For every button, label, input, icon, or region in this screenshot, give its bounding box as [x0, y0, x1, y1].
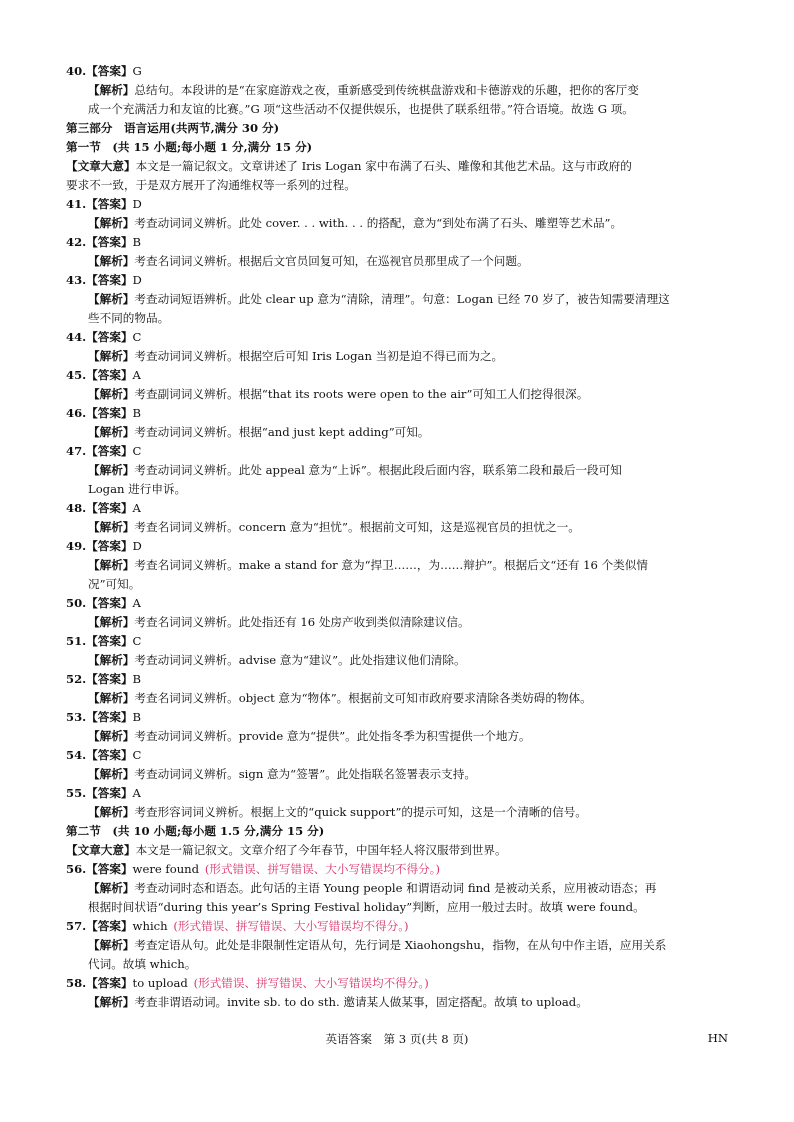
answer-value: B — [132, 710, 142, 724]
explanation-label: 【解析】 — [88, 216, 135, 230]
answer-line — [66, 670, 750, 689]
explanation-text: 总结句。本段讲的是“在家庭游戏之夜，重新感受到传统棋盘游戏和卡德游戏的乐趣，把你的客厅变 — [134, 83, 639, 97]
explanation-label: 【解析】 — [88, 463, 135, 477]
explanation-label: 【解析】 — [88, 558, 135, 572]
explanation-line — [66, 518, 750, 537]
explanation-text: 考查动词词义辨析。此处 cover. . . with. . . 的搭配，意为“到处布满了石头、雕塑等艺术品”。 — [134, 216, 623, 230]
answer-label: 51.【答案】 — [66, 634, 133, 648]
answer-label: 55.【答案】 — [66, 786, 133, 800]
answer-line — [66, 195, 750, 214]
explanation-label: 【解析】 — [88, 805, 135, 819]
answer-line — [66, 442, 750, 461]
answer-line — [66, 366, 750, 385]
grading-note: (形式错误、拼写错误、大小写错误均不得分。) — [204, 862, 440, 876]
answer-line — [66, 708, 750, 727]
answer-label: 50.【答案】 — [66, 596, 133, 610]
explanation-line — [66, 993, 750, 1012]
explanation-text: 考查非谓语动词。invite sb. to do sth. 邀请某人做某事，固定搭配。故填 to upload。 — [134, 995, 588, 1009]
region-code: HN — [707, 1031, 728, 1045]
answer-value: were found — [132, 862, 200, 876]
explanation-line: 些不同的物品。 — [88, 311, 170, 325]
answer-line — [66, 328, 750, 347]
answer-value: A — [132, 786, 141, 800]
explanation-line — [66, 556, 750, 575]
explanation-line — [66, 689, 750, 708]
section-heading: 第一节 (共 15 小题;每小题 1 分,满分 15 分) — [66, 140, 313, 154]
answer-value: A — [132, 501, 141, 515]
part-heading: 第三部分 语言运用(共两节,满分 30 分) — [66, 121, 280, 135]
answer-label: 43.【答案】 — [66, 273, 133, 287]
explanation-line — [66, 936, 750, 955]
explanation-label: 【解析】 — [88, 615, 135, 629]
explanation-text: 考查动词词义辨析。advise 意为“建议”。此处指建议他们清除。 — [134, 653, 466, 667]
explanation-text: 考查动词词义辨析。sign 意为“签署”。此处指联名签署表示支持。 — [134, 767, 476, 781]
summary-text: 本文是一篇记叙文。文章介绍了今年春节，中国年轻人将汉服带到世界。 — [135, 843, 507, 857]
answer-value: D — [132, 197, 142, 211]
explanation-line: 成一个充满活力和友谊的比赛。”G 项“这些活动不仅提供娱乐，也提供了联系纽带。”符合语境。故选 G 项。 — [88, 102, 634, 116]
answer-label: 56.【答案】 — [66, 862, 133, 876]
explanation-text: 考查名词词义辨析。concern 意为“担忧”。根据前文可知，这是巡视官员的担忧之一。 — [134, 520, 580, 534]
answer-line — [66, 62, 750, 81]
explanation-text: 考查动词词义辨析。provide 意为“提供”。此处指冬季为积雪提供一个地方。 — [134, 729, 531, 743]
explanation-line — [66, 81, 750, 100]
answer-line — [66, 594, 750, 613]
explanation-text: 考查名词词义辨析。此处指还有 16 处房产收到类似清除建议信。 — [134, 615, 470, 629]
explanation-line: 代词。故填 which。 — [88, 957, 197, 971]
answer-value: B — [132, 235, 142, 249]
explanation-line: 根据时间状语“during this year’s Spring Festival holiday”判断，应用一般过去时。故填 were found。 — [88, 900, 645, 914]
answer-line — [66, 499, 750, 518]
explanation-line — [66, 385, 750, 404]
answer-line — [66, 632, 750, 651]
answer-line — [66, 917, 750, 936]
fill-answer-list — [66, 860, 750, 1012]
answer-label: 49.【答案】 — [66, 539, 133, 553]
answer-line — [66, 974, 750, 993]
answer-value: C — [132, 330, 142, 344]
answer-label: 52.【答案】 — [66, 672, 133, 686]
explanation-line — [66, 290, 750, 309]
section-heading: 第二节 (共 10 小题;每小题 1.5 分,满分 15 分) — [66, 824, 325, 838]
explanation-label: 【解析】 — [88, 653, 135, 667]
explanation-label: 【解析】 — [88, 387, 135, 401]
explanation-text: 考查名词词义辨析。根据后文官员回复可知，在巡视官员那里成了一个问题。 — [134, 254, 529, 268]
explanation-label: 【解析】 — [88, 691, 135, 705]
explanation-label: 【解析】 — [88, 520, 135, 534]
explanation-line — [66, 879, 750, 898]
grading-note: (形式错误、拼写错误、大小写错误均不得分。) — [173, 919, 409, 933]
explanation-line — [66, 423, 750, 442]
answer-value: A — [132, 596, 141, 610]
summary-line: 要求不一致，于是双方展开了沟通维权等一系列的过程。 — [66, 178, 356, 192]
answer-label: 48.【答案】 — [66, 501, 133, 515]
explanation-text: 考查动词时态和语态。此句话的主语 Young people 和谓语动词 find 是被动关系，应用被动语态；再 — [134, 881, 657, 895]
answer-label: 58.【答案】 — [66, 976, 133, 990]
summary-line — [66, 157, 750, 176]
answer-value: to upload — [132, 976, 188, 990]
explanation-label: 【解析】 — [88, 349, 135, 363]
explanation-line — [66, 727, 750, 746]
explanation-label: 【解析】 — [88, 292, 135, 306]
answer-list — [66, 195, 750, 822]
answer-label: 40.【答案】 — [66, 64, 133, 78]
explanation-text: 考查名词词义辨析。object 意为“物体”。根据前文可知市政府要求清除各类妨碍的物体。 — [134, 691, 592, 705]
answer-label: 42.【答案】 — [66, 235, 133, 249]
answer-label: 41.【答案】 — [66, 197, 133, 211]
explanation-text: 考查定语从句。此处是非限制性定语从句，先行词是 Xiaohongshu，指物，在从句中作主语，应用关系 — [134, 938, 667, 952]
summary-text: 本文是一篇记叙文。文章讲述了 Iris Logan 家中布满了石头、雕像和其他艺术品。这与市政府的 — [135, 159, 632, 173]
answer-value: D — [132, 539, 142, 553]
answer-value: C — [132, 748, 142, 762]
explanation-line: Logan 进行申诉。 — [88, 482, 187, 496]
explanation-label: 【解析】 — [88, 938, 135, 952]
explanation-line: 况”可知。 — [88, 577, 141, 591]
answer-value: C — [132, 634, 142, 648]
answer-value: D — [132, 273, 142, 287]
explanation-line — [66, 803, 750, 822]
explanation-line — [66, 765, 750, 784]
page-number: 英语答案 第 3 页(共 8 页) — [325, 1032, 469, 1046]
explanation-label: 【解析】 — [88, 83, 135, 97]
answer-line — [66, 860, 750, 879]
answer-value: C — [132, 444, 142, 458]
explanation-label: 【解析】 — [88, 881, 135, 895]
answer-label: 47.【答案】 — [66, 444, 133, 458]
explanation-text: 考查动词词义辨析。此处 appeal 意为“上诉”。根据此段后面内容，联系第二段和最后一段可知 — [134, 463, 622, 477]
answer-value: A — [132, 368, 141, 382]
answer-line — [66, 404, 750, 423]
answer-label: 45.【答案】 — [66, 368, 133, 382]
answer-value: G — [132, 64, 142, 78]
answer-line — [66, 233, 750, 252]
explanation-label: 【解析】 — [88, 729, 135, 743]
explanation-label: 【解析】 — [88, 254, 135, 268]
explanation-text: 考查形容词词义辨析。根据上文的“quick support”的提示可知，这是一个清晰的信号。 — [134, 805, 587, 819]
explanation-label: 【解析】 — [88, 767, 135, 781]
answer-label: 46.【答案】 — [66, 406, 133, 420]
answer-value: which — [132, 919, 168, 933]
answer-label: 44.【答案】 — [66, 330, 133, 344]
answer-line — [66, 537, 750, 556]
answer-label: 54.【答案】 — [66, 748, 133, 762]
summary-label: 【文章大意】 — [66, 843, 136, 857]
summary-label: 【文章大意】 — [66, 159, 136, 173]
answer-line — [66, 271, 750, 290]
explanation-label: 【解析】 — [88, 425, 135, 439]
answer-value: B — [132, 672, 142, 686]
explanation-line — [66, 461, 750, 480]
explanation-line — [66, 613, 750, 632]
summary-line — [66, 841, 750, 860]
answer-label: 53.【答案】 — [66, 710, 133, 724]
explanation-text: 考查副词词义辨析。根据“that its roots were open to the air”可知工人们挖得很深。 — [134, 387, 589, 401]
explanation-line — [66, 651, 750, 670]
answer-line — [66, 746, 750, 765]
explanation-line — [66, 347, 750, 366]
answer-label: 57.【答案】 — [66, 919, 133, 933]
answer-line — [66, 784, 750, 803]
explanation-text: 考查名词词义辨析。make a stand for 意为“捍卫……，为……辩护”。根据后文“还有 16 个类似情 — [134, 558, 648, 572]
grading-note: (形式错误、拼写错误、大小写错误均不得分。) — [193, 976, 429, 990]
answer-value: B — [132, 406, 142, 420]
explanation-text: 考查动词词义辨析。根据“and just kept adding”可知。 — [134, 425, 430, 439]
explanation-line — [66, 214, 750, 233]
explanation-text: 考查动词词义辨析。根据空后可知 Iris Logan 当初是迫不得已而为之。 — [134, 349, 504, 363]
explanation-line — [66, 252, 750, 271]
explanation-text: 考查动词短语辨析。此处 clear up 意为“清除，清理”。句意：Logan 已经 70 岁了，被告知需要清理这 — [134, 292, 670, 306]
explanation-label: 【解析】 — [88, 995, 135, 1009]
